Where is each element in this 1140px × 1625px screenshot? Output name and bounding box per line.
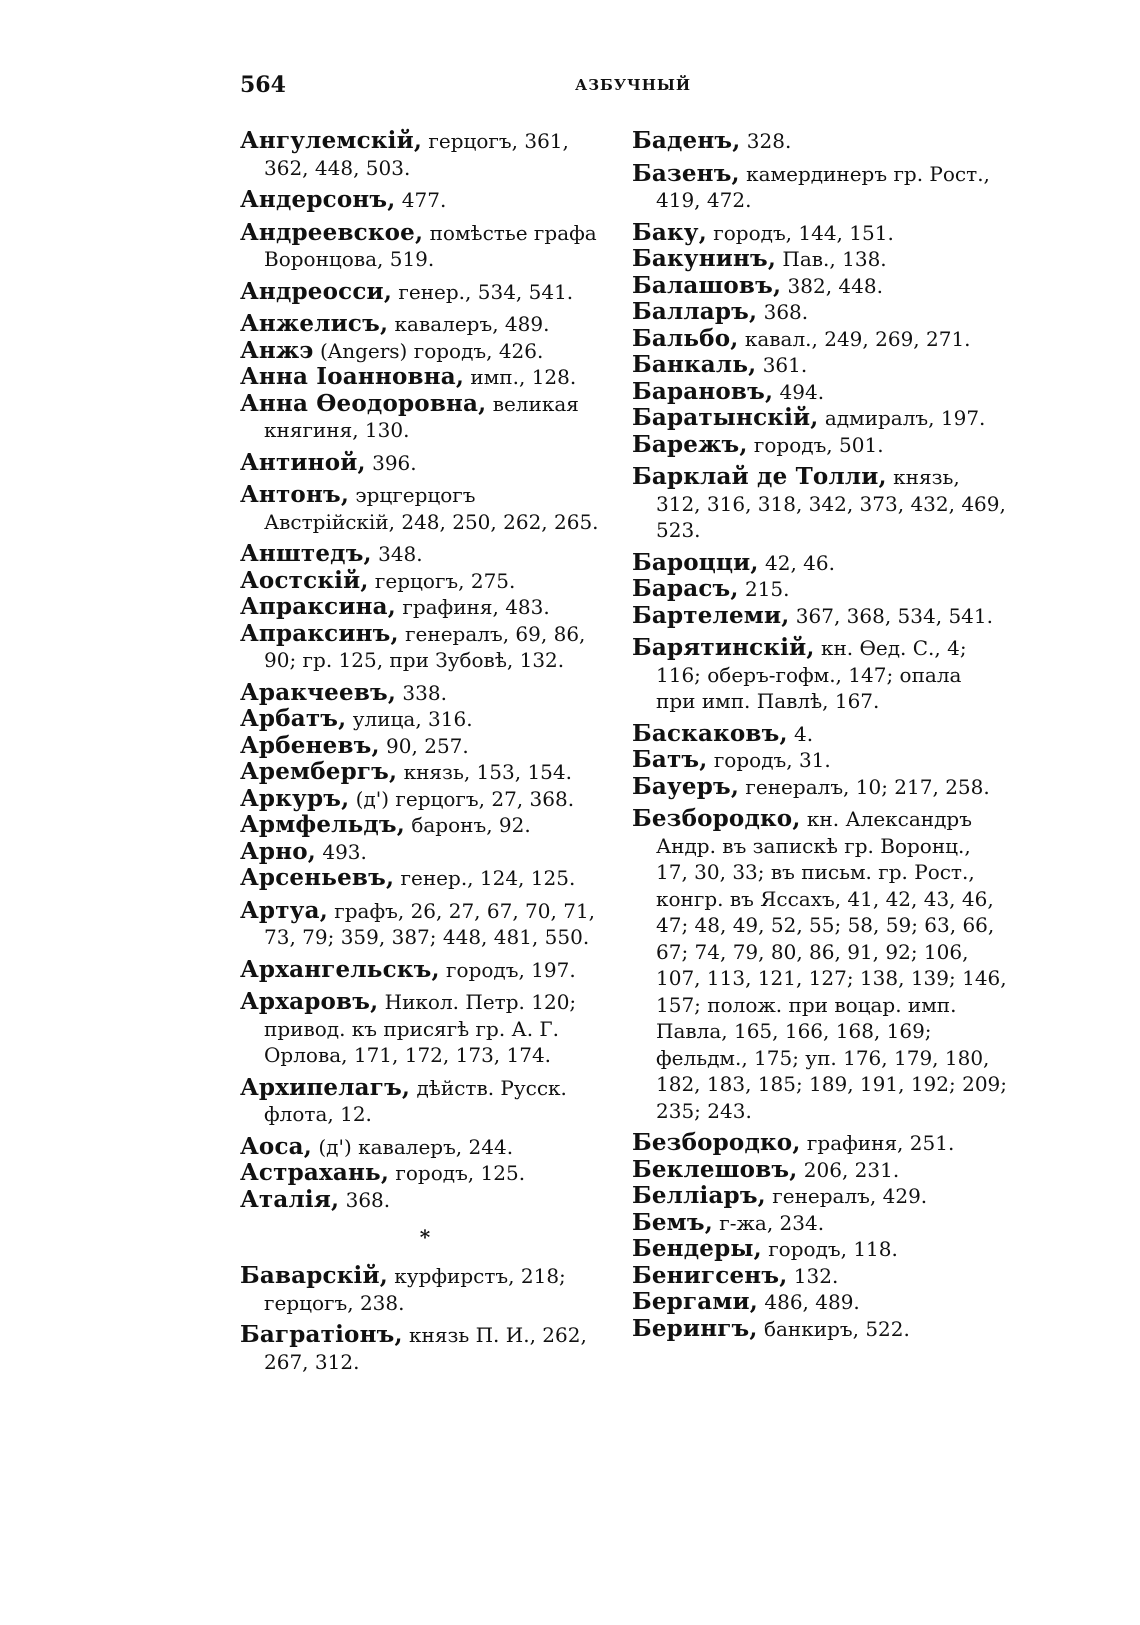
entry-references: кн. Ѳед. С., 4; 116; оберъ-гофм., 147; опала при имп. Павлѣ, 167. [656, 636, 967, 713]
index-entry [240, 865, 610, 892]
index-entry [632, 220, 1007, 247]
entry-references: генералъ, 429. [765, 1184, 928, 1208]
index-entry [632, 299, 1007, 326]
entry-headword: Баварскій, [240, 1262, 388, 1289]
index-entry [240, 482, 610, 535]
entry-references: князь, 312, 316, 318, 342, 373, 432, 469, 523. [656, 465, 1006, 542]
entry-headword: Бартелеми, [632, 601, 790, 629]
entry-references: 132. [787, 1263, 839, 1288]
entry-headword: Арсеньевъ, [240, 864, 395, 891]
entry-references: князь П. И., 262, 267, 312. [264, 1323, 587, 1374]
entry-headword: Бергами, [632, 1288, 759, 1315]
entry-references: 338. [396, 680, 447, 705]
index-entry [632, 603, 1007, 630]
entry-references: адмиралъ, 197. [818, 406, 986, 430]
page-header [0, 72, 1140, 102]
entry-references: 4. [787, 721, 814, 746]
entry-headword: Балларъ, [632, 298, 758, 325]
entry-headword: Батъ, [632, 746, 708, 773]
index-entry [632, 635, 1007, 715]
index-entry [240, 680, 610, 707]
entry-headword: Балашовъ, [632, 271, 782, 299]
entry-references: 494. [773, 379, 825, 404]
entry-headword: Базенъ, [632, 159, 740, 187]
index-entry [240, 898, 610, 951]
entry-references: г-жа, 234. [712, 1210, 825, 1235]
entry-headword: Бендеры, [632, 1235, 762, 1262]
entry-headword: Бемъ, [632, 1208, 713, 1236]
index-entry [240, 541, 610, 568]
entry-headword: Анжэ [240, 336, 314, 364]
index-entry [240, 187, 610, 214]
entry-headword: Баденъ, [632, 127, 741, 154]
index-entry [240, 279, 610, 306]
index-entry [240, 311, 610, 338]
entry-references: 348. [371, 542, 423, 566]
entry-references: 215. [738, 577, 790, 601]
entry-references: генер., 124, 125. [394, 866, 576, 890]
index-entry [240, 594, 610, 621]
entry-references: 328. [740, 129, 792, 153]
index-entry [632, 747, 1007, 774]
entry-headword: Андерсонъ, [240, 186, 396, 213]
index-entry [632, 405, 1007, 432]
entry-references: баронъ, 92. [404, 813, 531, 837]
entry-references: 367, 368, 534, 541. [789, 603, 993, 628]
entry-references: камердинеръ гр. Рост., 419, 472. [656, 161, 990, 212]
entry-headword: Анжелисъ, [240, 310, 389, 337]
entry-references: городъ, 144, 151. [706, 220, 894, 245]
entry-references: 368. [757, 300, 809, 324]
index-entry [632, 246, 1007, 273]
index-entry [632, 161, 1007, 214]
entry-headword: Арбеневъ, [240, 731, 380, 759]
index-entry [240, 786, 610, 813]
entry-references: 206, 231. [797, 1157, 900, 1182]
index-entry [240, 1322, 610, 1375]
index-entry [632, 721, 1007, 748]
index-column-left [240, 128, 610, 1375]
index-entry [240, 1134, 610, 1161]
entry-headword: Андреосси, [240, 277, 393, 305]
entry-references: кавалеръ, 489. [388, 312, 550, 336]
index-entry [240, 957, 610, 984]
entry-headword: Астрахань, [240, 1159, 390, 1186]
entry-references: 493. [316, 839, 367, 864]
entry-headword: Бауеръ, [632, 772, 740, 800]
entry-headword: Архипелагъ, [240, 1073, 411, 1101]
entry-headword: Андреевское, [240, 218, 424, 246]
index-entry [240, 621, 610, 674]
entry-references: (д') кавалеръ, 244. [312, 1134, 514, 1159]
entry-references: городъ, 501. [747, 432, 884, 457]
entry-headword: Барятинскій, [632, 634, 815, 661]
entry-headword: Анна Іоанновна, [240, 363, 465, 390]
index-entry [240, 220, 610, 273]
entry-references: 42, 46. [758, 550, 835, 575]
entry-headword: Анштедъ, [240, 540, 372, 567]
entry-headword: Арембергъ, [240, 758, 398, 785]
entry-references: графъ, 26, 27, 67, 70, 71, 73, 79; 359, 387; 448, 481, 550. [264, 898, 596, 949]
index-column-right [632, 128, 1007, 1342]
index-entry [632, 1183, 1007, 1210]
entry-references: (Angers) городъ, 426. [313, 338, 544, 363]
entry-headword: Апраксинъ, [240, 619, 399, 647]
index-entry [632, 1130, 1007, 1157]
entry-headword: Аостскій, [240, 566, 369, 594]
entry-references: кавал., 249, 269, 271. [738, 326, 971, 351]
entry-headword: Беклешовъ, [632, 1155, 798, 1183]
entry-references: 90, 257. [379, 733, 469, 758]
index-entry [632, 1157, 1007, 1184]
entry-headword: Безбородко, [632, 1129, 801, 1156]
section-separator: * [419, 1225, 431, 1249]
page-number: 564 [240, 72, 286, 98]
entry-references: графиня, 251. [800, 1131, 955, 1155]
index-entry [632, 1289, 1007, 1316]
entry-headword: Баскаковъ, [632, 719, 788, 747]
running-head: АЗБУЧНЫЙ [575, 76, 692, 94]
index-entry [240, 338, 610, 365]
entry-headword: Баку, [632, 218, 707, 246]
index-entry [240, 128, 610, 181]
entry-headword: Аракчеевъ, [240, 678, 397, 706]
entry-headword: Баратынскій, [632, 404, 819, 431]
entry-references: 382, 448. [781, 273, 883, 298]
entry-headword: Анна Ѳеодоровна, [240, 389, 487, 417]
index-entry [632, 273, 1007, 300]
index-entry [240, 759, 610, 786]
entry-headword: Архангельскъ, [240, 955, 440, 983]
index-entry [632, 464, 1007, 544]
entry-headword: Барежъ, [632, 430, 748, 458]
entry-references: имп., 128. [464, 365, 577, 389]
entry-headword: Аталія, [240, 1185, 340, 1213]
index-entry [240, 812, 610, 839]
entry-headword: Барклай де Толли, [632, 463, 887, 490]
entry-headword: Ангулемскій, [240, 127, 423, 154]
index-entry [240, 1075, 610, 1128]
entry-references: 361. [756, 353, 808, 377]
index-entry [632, 550, 1007, 577]
index-entry [240, 1187, 610, 1214]
entry-references: Пав., 138. [776, 247, 887, 271]
entry-references: генералъ, 69, 86, 90; гр. 125, при Зубовѣ, 132. [264, 621, 586, 672]
entry-headword: Антиной, [240, 448, 366, 476]
entry-headword: Архаровъ, [240, 988, 379, 1015]
entry-references: городъ, 118. [761, 1237, 898, 1261]
index-entry [240, 364, 610, 391]
index-entry [240, 391, 610, 444]
entry-headword: Бальбо, [632, 324, 739, 352]
entry-headword: Бенигсенъ, [632, 1261, 788, 1289]
entry-headword: Антонъ, [240, 481, 350, 508]
index-entry [632, 379, 1007, 406]
entry-references: 368. [339, 1187, 391, 1212]
entry-headword: Апраксина, [240, 593, 396, 620]
index-entry [632, 1263, 1007, 1290]
index-entry [632, 432, 1007, 459]
index-entry [240, 706, 610, 733]
entry-headword: Артуа, [240, 896, 328, 924]
entry-references: 477. [395, 188, 447, 212]
index-entry [240, 839, 610, 866]
entry-references: кн. Александръ Андр. въ запискѣ гр. Воронц., 17, 30, 33; въ письм. гр. Рост., конгр. въ Яссахъ, 41, 42, 43, 46, 47; 48, 49, 52, 55; 58, 59; 63, 66, 67; 74, 79, 80, 86, 91, 92; 106, 107, 113, 121, 127; 138, 139; 146, 157; полож. при воцар. имп. Павла, 165, 166, 168, 169; фельдм., 175; уп. 176, 179, 180, 182, 183, 185; 189, 191, 192; 209; 235; 243. [656, 807, 1008, 1123]
index-entry [240, 1263, 610, 1316]
entry-references: банкиръ, 522. [757, 1316, 910, 1341]
entry-references: генералъ, 10; 217, 258. [739, 774, 990, 799]
index-entry [240, 989, 610, 1069]
index-entry [240, 733, 610, 760]
entry-headword: Берингъ, [632, 1314, 758, 1342]
entry-references: городъ, 197. [439, 957, 576, 982]
entry-references: 396. [365, 450, 417, 475]
entry-references: городъ, 31. [707, 748, 831, 772]
entry-headword: Арбатъ, [240, 705, 347, 732]
entry-references: городъ, 125. [389, 1161, 526, 1185]
index-entry [632, 1210, 1007, 1237]
entry-references: эрцгерцогъ Австрійскій, 248, 250, 262, 265. [264, 483, 599, 534]
index-entry [632, 1316, 1007, 1343]
index-entry [632, 806, 1007, 1124]
entry-headword: Багратіонъ, [240, 1321, 403, 1348]
entry-headword: Безбородко, [632, 805, 801, 832]
entry-references: 486, 489. [758, 1290, 860, 1314]
entry-headword: Арно, [240, 837, 316, 865]
entry-headword: Барановъ, [632, 377, 774, 405]
index-entry [240, 1160, 610, 1187]
entry-references: Никол. Петр. 120; привод. къ присягѣ гр. А. Г. Орлова, 171, 172, 173, 174. [264, 990, 577, 1067]
entry-headword: Банкаль, [632, 351, 757, 378]
index-entry [632, 576, 1007, 603]
entry-references: князь, 153, 154. [397, 760, 572, 784]
entry-references: помѣстье графа Воронцова, 519. [264, 220, 597, 271]
entry-headword: Аоса, [240, 1132, 312, 1160]
index-entry [632, 352, 1007, 379]
entry-references: герцогъ, 275. [368, 568, 516, 593]
index-entry [632, 128, 1007, 155]
entry-headword: Белліаръ, [632, 1182, 766, 1209]
entry-references: улица, 316. [346, 707, 473, 731]
index-entry [632, 326, 1007, 353]
index-entry [240, 568, 610, 595]
entry-references: герцогъ, 361, 362, 448, 503. [264, 129, 569, 180]
entry-references: генер., 534, 541. [392, 279, 574, 304]
entry-references: дѣйств. Русск. флота, 12. [264, 1075, 567, 1126]
entry-references: курфирстъ, 218; герцогъ, 238. [264, 1264, 566, 1315]
index-entry [632, 774, 1007, 801]
entry-references: (д') герцогъ, 27, 368. [349, 786, 575, 811]
entry-headword: Армфельдъ, [240, 811, 405, 838]
index-entry [240, 450, 610, 477]
entry-references: графиня, 483. [395, 595, 550, 619]
index-entry [632, 1236, 1007, 1263]
entry-headword: Бакунинъ, [632, 245, 777, 272]
entry-headword: Барасъ, [632, 575, 739, 602]
entry-references: великая княгиня, 130. [264, 391, 579, 442]
entry-headword: Аркуръ, [240, 784, 350, 812]
entry-headword: Бароцци, [632, 548, 759, 576]
